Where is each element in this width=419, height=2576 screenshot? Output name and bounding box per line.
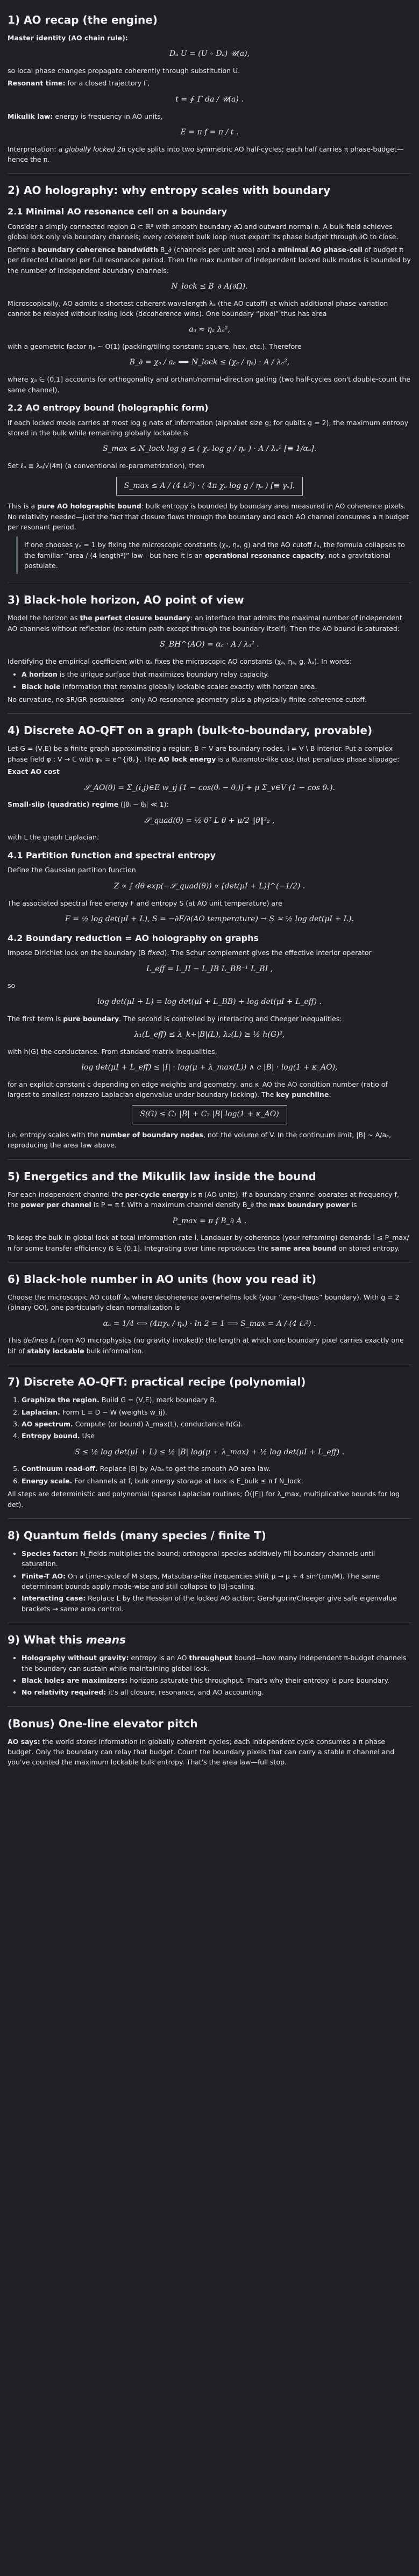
text: :	[329, 1090, 331, 1099]
text: i.e. entropy scales with the	[8, 1131, 101, 1139]
paragraph	[8, 1737, 411, 1768]
divider	[8, 173, 411, 174]
paragraph	[8, 613, 411, 634]
paragraph	[8, 501, 411, 532]
text: Form L = D − W (weights w_ij).	[60, 1408, 167, 1416]
text: This is a	[8, 502, 38, 511]
text: information that remains globally lockable scales exactly with horizon area.	[60, 682, 317, 691]
paragraph	[8, 948, 411, 958]
small-slip-label: Small-slip (quadratic) regime	[8, 800, 119, 809]
bold-text: Interacting case:	[22, 1594, 86, 1603]
text: B_∂ (channels per unit area) and a	[158, 245, 278, 254]
bold-text: AO says:	[8, 1737, 40, 1746]
text: is π (AO units). If a boundary channel operates at frequency f, the	[8, 1190, 399, 1209]
paragraph	[8, 1335, 411, 1356]
bold-text: Graphize the region.	[22, 1396, 100, 1404]
free-energy-equation: F = ½ log det(μI + L), S = −∂F/∂(AO temperature) → S ≍ ½ log det(μI + L).	[65, 914, 354, 923]
text: Build G = (V,E), mark boundary B.	[99, 1396, 217, 1404]
text: Use	[80, 1432, 95, 1440]
section-8-title: 8) Quantum fields (many species / finite T)	[8, 1529, 266, 1542]
section-7-title: 7) Discrete AO-QFT: practical recipe (polynomial)	[8, 1375, 306, 1389]
bold-text: throughput	[189, 1654, 232, 1662]
quadratic-cost-equation: 𝒮_quad(θ) = ½ θᵀ L θ + μ/2 ‖θ‖²₂ ,	[144, 816, 275, 825]
boxed-holographic-bound: S_max ≤ A / (4 ℓₐ²) · ( 4π χₐ log g / ηₐ ) [≡ γₐ].	[116, 477, 303, 496]
list-item	[22, 681, 411, 692]
paragraph: where χₐ ∈ (0,1] accounts for orthogonality and orthant/normal-direction gating (two half-cycles don't double-count the same channel).	[8, 375, 411, 394]
section-6-title: 6) Black-hole number in AO units (how you read it)	[8, 1273, 317, 1286]
list-item	[22, 1463, 411, 1474]
paragraph: Choose the microscopic AO cutoff λₐ where decoherence overwhelms lock (your “zero-chaos” boundary). With g = 2 (binary OO), one particularly clean normalization is	[8, 1293, 400, 1312]
text: is a Kuramoto-like cost that penalizes phase slippage:	[216, 755, 400, 763]
bold-text: pure AO holographic bound	[37, 502, 141, 511]
section-3-title: 3) Black-hole horizon, AO point of view	[8, 593, 244, 607]
list-item	[22, 669, 411, 679]
interpretation-pre: Interpretation: a	[8, 145, 65, 153]
text: of budget π per directed channel per full resonance period. Then the max number of independent locked bulk modes is bounded by the number of independent boundary channels:	[8, 245, 411, 275]
list-item	[22, 1431, 411, 1441]
section-2-title: 2) AO holography: why entropy scales with boundary	[8, 184, 331, 197]
exact-cost-label: Exact AO cost	[8, 767, 60, 776]
paragraph: If each locked mode carries at most log g nats of information (alphabet size g; for qubits g = 2), the maximum entropy stored in the bulk while remaining globally lockable is	[8, 418, 409, 437]
paragraph	[8, 1232, 411, 1253]
text: : bulk entropy is bounded by boundary area measured in AO coherence pixels. No relativity needed—just the fact that closure flows through the boundary and each AO channel consumes a π budget per resonant period.	[8, 502, 409, 531]
text: On a time-cycle of M steps, Matsubara-like frequencies shift μ → μ + 4 sin²(πm/M). The same determinant bounds apply mode-wise and still collapse to |B|-scaling.	[22, 1572, 380, 1590]
mikulik-equation: E = π f = π / t .	[180, 127, 239, 137]
paragraph: Define the Gaussian partition function	[8, 866, 136, 874]
bold-text: Species factor:	[22, 1549, 79, 1558]
interpretation-paragraph	[8, 144, 411, 165]
resonant-time-text: for a closed trajectory Γ,	[65, 79, 150, 88]
paragraph	[8, 245, 411, 276]
text: If one chooses γₐ = 1 by fixing the microscopic constants (χₐ, ηₐ, g) and the AO cutoff ℓₐ, the formula collapses to the familiar “area / (4 length²)” law—but here it is an	[24, 541, 405, 559]
bullet-list	[22, 1653, 411, 1698]
paragraph: The associated spectral free energy F and entropy S (at AO unit temperature) are	[8, 899, 282, 907]
matrix-bound-equation: log det(μI + L_eff) ≤ |I| · log(μ + λ_max(L)) ∧ c |B| · log(1 + κ_AO),	[81, 1063, 338, 1072]
paragraph: Microscopically, AO admits a shortest coherent wavelength λₐ (the AO cutoff) at which additional phase variation cannot be relayed without losing lock (decoherence wins). One boundary “pixel” thus has area	[8, 299, 388, 318]
bold-text: max boundary power	[269, 1201, 350, 1209]
bold-text: power per channel	[20, 1201, 91, 1209]
paragraph	[8, 1189, 411, 1210]
exact-cost-equation: 𝒮_AO(θ) = Σ_(i,j)∈E w_ij [1 − cos(θᵢ − θⱼ)] + μ Σ_v∈V (1 − cos θᵥ).	[84, 783, 335, 792]
text: Compute (or bound) λ_max(L), conductance h(G).	[73, 1419, 243, 1428]
paragraph	[8, 1014, 411, 1024]
bold-text: AO spectrum.	[22, 1419, 73, 1428]
interpretation-post: cycle splits into two symmetric AO half-cycles; each half carries π phase-budget—hence the π.	[8, 145, 404, 163]
text: , not the volume of V. In the continuum limit, |B| ~ A/aₐ, reproducing the area law above.	[8, 1131, 392, 1150]
bold-text: Black holes are maximizers:	[22, 1676, 128, 1684]
punchline-wrap	[8, 1105, 411, 1124]
bold-text: stably lockable	[27, 1346, 84, 1355]
text: for an explicit constant c depending on edge weights and geometry, and κ_AO the AO condition number (ratio of largest to smallest nonzero Laplacian eigenvalue under boundary locking). The	[8, 1080, 388, 1099]
bold-text: Holography without gravity:	[22, 1654, 129, 1662]
paragraph: so	[8, 981, 16, 990]
text: Impose Dirichlet lock on the boundary (B	[8, 949, 148, 957]
bold-text: Continuum read-off.	[22, 1465, 98, 1473]
paragraph: Consider a simply connected region Ω ⊂ ℝ³ with smooth boundary ∂Ω and outward normal n. A bulk field achieves global lock only via boundary channels; every coherent bulk loop must export its phase budget through ∂Ω to close.	[8, 223, 399, 241]
text: is	[349, 1201, 357, 1209]
resonant-time-equation: t = ∮_Γ da / 𝒰(a) .	[175, 95, 244, 104]
paragraph	[8, 1130, 411, 1151]
text: For channels at f, bulk energy storage at lock is E_bulk ≤ π f N_lock.	[72, 1476, 303, 1485]
pmax-equation: P_max = π f B_∂ A .	[172, 1216, 247, 1225]
recipe-list-continued	[22, 1463, 411, 1486]
text: Model the horizon as	[8, 614, 80, 622]
text: entropy is an AO	[129, 1654, 189, 1662]
bullet-list	[22, 669, 411, 692]
subsection-4-2-title: 4.2 Boundary reduction = AO holography on graphs	[8, 932, 259, 943]
text: Replace L by the Hessian of the locked AO action; Gershgorin/Cheeger give safe eigenvalue brackets → same area control.	[22, 1594, 397, 1613]
text: Let G = (V,E) be a finite graph approximating a region; B ⊂ V are boundary nodes, I = V \ B interior. Put a complex phase field φ : V → ℂ with φᵥ = e^{iθᵥ}. The	[8, 744, 393, 763]
text: bulk information.	[84, 1346, 144, 1355]
bold-text: boundary coherence bandwidth	[38, 245, 158, 254]
interpretation-italic: globally locked 2π	[65, 145, 126, 153]
mikulik-text: energy is frequency in AO units,	[53, 112, 163, 120]
text: , not a gravitational postulate.	[24, 551, 390, 570]
text: . The second is controlled by interlacing and Cheeger inequalities:	[119, 1014, 342, 1023]
text: (|θᵢ − θⱼ| ≪ 1):	[118, 800, 169, 809]
list-item	[22, 1407, 411, 1417]
paragraph: Set ℓₐ ≡ λₐ/√(4π) (a conventional re-parametrization), then	[8, 462, 204, 470]
italic-text: defines	[23, 1336, 48, 1345]
text: on stored entropy.	[336, 1244, 400, 1252]
paragraph: with L the graph Laplacian.	[8, 833, 100, 842]
bold-text: Energy scale.	[22, 1476, 73, 1485]
section-4-title: 4) Discrete AO-QFT on a graph (bulk-to-boundary, provable)	[8, 724, 373, 737]
bold-text: Laplacian.	[22, 1408, 60, 1416]
paragraph: Identifying the empirical coefficient with αₐ fixes the microscopic AO constants (χₐ, ηₐ, g, λₐ). In words:	[8, 657, 352, 665]
bold-text: number of boundary nodes	[101, 1131, 203, 1139]
bold-text: pure boundary	[63, 1014, 119, 1023]
text: the world stores information in globally coherent cycles; each independent cycle consumes a π phase budget. Only the boundary can relay that budget. Count the boundary pixels that can carry a stable π channel and you've counted the maximum lockable bulk entropy. That's the area law—full stop.	[8, 1737, 395, 1767]
divider	[8, 1518, 411, 1519]
text: is P = π f. With a maximum channel density B_∂ the	[91, 1201, 269, 1209]
partition-equation: Z ∝ ∫ dθ exp(−𝒮_quad(θ)) ∝ [det(μI + L)]^(−1/2) .	[113, 881, 306, 891]
mikulik-paragraph	[8, 111, 411, 121]
title-text: 9) What this	[8, 1633, 86, 1647]
bold-text: the perfect closure boundary	[80, 614, 191, 622]
text: bound—how many independent π-budget channels the boundary can sustain while maintaining global lock.	[22, 1654, 407, 1673]
text: Replace |B| by A/aₐ to get the smooth AO area law.	[97, 1465, 271, 1473]
normalization-equation: αₐ = 1/4 ⟺ (4πχₐ / ηₐ) · ln 2 = 1 ⟹ S_max = A / (4 ℓₐ²) .	[103, 1319, 316, 1328]
subsection-4-1-title: 4.1 Partition function and spectral entropy	[8, 850, 216, 860]
italic-text: fixed	[147, 949, 165, 957]
bold-text: Black hole	[22, 682, 61, 691]
divider	[8, 1159, 411, 1160]
bold-text: per-cycle energy	[125, 1190, 189, 1199]
text: To keep the bulk in global lock at total information rate İ, Landauer-by-coherence (your reframing) demands İ ≲ P_max/π for some transfer efficiency ẞ ∈ (0,1]. Integrating over time reproduces the	[8, 1233, 409, 1252]
divider	[8, 713, 411, 714]
recipe-list	[22, 1395, 411, 1441]
text: ℓₐ from AO microphysics (no gravity invoked): the length at which one boundary pixel carries exactly one bit of	[8, 1336, 404, 1355]
bonus-title: (Bonus) One-line elevator pitch	[8, 1717, 198, 1730]
master-identity-equation: Dₐ U = (U ∘ Dₐ) 𝒰(a),	[169, 49, 250, 59]
text: is the unique surface that maximizes boundary relay capacity.	[57, 670, 269, 679]
subsection-2-1-title: 2.1 Minimal AO resonance cell on a boundary	[8, 206, 228, 217]
bold-text: AO lock energy	[158, 755, 216, 763]
bold-text: Finite-T AO:	[22, 1572, 66, 1580]
list-item	[22, 1419, 411, 1429]
bold-text: No relativity required:	[22, 1688, 106, 1697]
list-item	[22, 1548, 411, 1569]
bandwidth-equation: B_∂ = χₐ / aₐ ⟹ N_lock ≤ (χₐ / ηₐ) · A / λₐ²,	[129, 358, 290, 367]
list-item	[22, 1675, 411, 1685]
text: This	[8, 1336, 24, 1345]
text: horizons saturate this throughput. That's why their entropy is pure boundary.	[127, 1676, 390, 1684]
subsection-2-2-title: 2.2 AO entropy bound (holographic form)	[8, 402, 209, 413]
schur-equation: L_eff = L_II − L_IB L_BB⁻¹ L_BI ,	[146, 964, 273, 973]
text: For each independent channel the	[8, 1190, 125, 1199]
paragraph	[8, 743, 411, 764]
nlock-equation: N_lock ≤ B_∂ A(∂Ω).	[171, 282, 248, 291]
list-item	[22, 1593, 411, 1614]
list-item	[22, 1476, 411, 1486]
text: The first term is	[8, 1014, 63, 1023]
paragraph: with a geometric factor ηₐ ~ O(1) (packing/tiling constant; square, hex, etc.). Therefore	[8, 342, 302, 351]
list-item	[22, 1687, 411, 1697]
paragraph: All steps are deterministic and polynomial (sparse Laplacian routines; Õ(|E|) for λ_max, multiplicative bounds for log det).	[8, 1490, 400, 1509]
bold-text: same area bound	[271, 1244, 337, 1252]
paragraph: with h(G) the conductance. From standard matrix inequalities,	[8, 1047, 217, 1056]
text: Define a	[8, 245, 38, 254]
text: ). The Schur complement gives the effective interior operator	[164, 949, 372, 957]
resonant-time-paragraph	[8, 78, 411, 88]
mikulik-label: Mikulik law:	[8, 112, 53, 120]
list-item	[22, 1571, 411, 1592]
bold-text: A horizon	[22, 670, 58, 679]
bh-entropy-equation: S_BH^(AO) = αₐ · A / λₐ² .	[160, 640, 259, 649]
bold-text: Entropy bound.	[22, 1432, 80, 1440]
recipe-entropy-equation: S ≤ ½ log det(μI + L) ≤ ½ |B| log(μ + λ_max) + ½ log det(μI + L_eff) .	[74, 1447, 345, 1456]
section-9-title	[8, 1632, 411, 1648]
text: it's all closure, resonance, and AO accounting.	[106, 1688, 264, 1697]
section-1-title: 1) AO recap (the engine)	[8, 13, 158, 26]
divider	[8, 1706, 411, 1707]
section-5-title: 5) Energetics and the Mikulik law inside the bound	[8, 1169, 316, 1183]
pixel-area-equation: aₐ ≈ ηₐ λₐ²,	[189, 325, 230, 334]
bullet-list	[22, 1548, 411, 1614]
title-italic: means	[86, 1633, 126, 1647]
boxed-equation-wrap	[8, 477, 411, 496]
master-identity-label: Master identity (AO chain rule):	[8, 34, 128, 42]
list-item	[22, 1395, 411, 1405]
paragraph	[8, 799, 411, 809]
boxed-punchline-equation: S(G) ≤ C₁ |B| + C₂ |B| log(1 + κ_AO)	[132, 1105, 287, 1124]
bold-text: minimal AO phase-cell	[278, 245, 363, 254]
blockquote-note	[16, 536, 411, 574]
resonant-time-label: Resonant time:	[8, 79, 66, 88]
bold-text: key punchline	[276, 1090, 329, 1099]
logdet-equation: log det(μI + L) = log det(μI + L_BB) + log det(μI + L_eff) .	[97, 997, 322, 1006]
paragraph: No curvature, no SR/GR postulates—only AO resonance geometry plus a physically finite coherence cutoff.	[8, 695, 367, 704]
paragraph	[8, 1079, 411, 1100]
text: : an interface that admits the maximal number of independent AO channels without reflection (no return path except through the boundary itself). Then the AO bound is saturated:	[8, 614, 402, 633]
smax-equation: S_max ≤ N_lock log g ≤ ( χₐ log g / ηₐ ) · A / λₐ² [≡ 1/αₐ].	[102, 444, 317, 454]
cheeger-equation: λ₁(L_eff) ≤ λ_k+|B|(L), λ₂(L) ≥ ½ h(G)²,	[134, 1030, 285, 1039]
local-phase-text: so local phase changes propagate coherently through substitution U.	[8, 67, 240, 75]
text: N_fields multiplies the bound; orthogonal species additively fill boundary channels until saturation.	[22, 1549, 375, 1568]
list-item	[22, 1653, 411, 1674]
bold-text: operational resonance capacity	[205, 551, 324, 559]
